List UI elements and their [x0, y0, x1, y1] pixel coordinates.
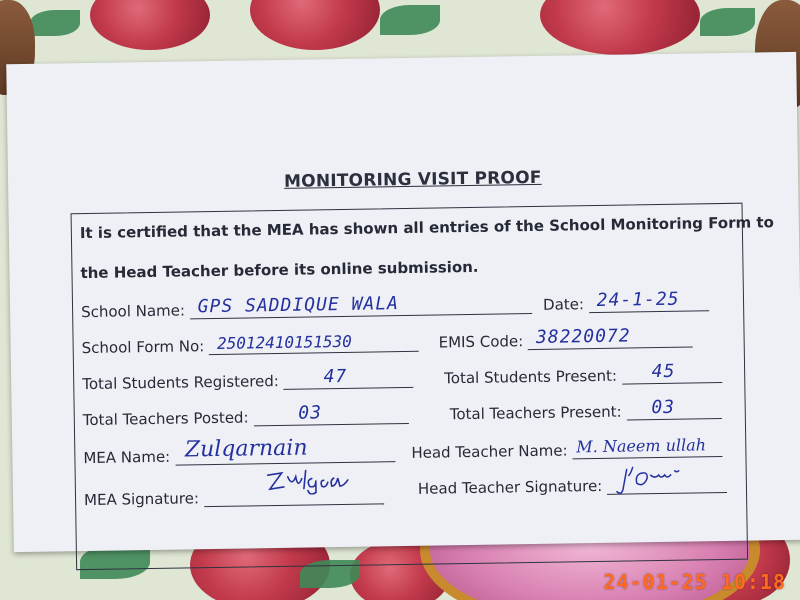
head-teacher-signature-field: [607, 474, 727, 495]
monitoring-form-paper: [6, 52, 800, 552]
date-value: 24-1-25: [596, 288, 680, 311]
certification-line-2: the Head Teacher before its online submission.: [80, 257, 479, 283]
teachers-posted-row: [82, 402, 409, 430]
school-name-field: [190, 295, 532, 319]
mea-name-field: [175, 435, 395, 465]
teachers-present-field: [626, 396, 721, 420]
teachers-present-label: Total Teachers Present:: [449, 402, 622, 424]
school-form-no-field: [209, 333, 419, 355]
teachers-present-row: [449, 396, 722, 424]
mea-name-label: MEA Name:: [83, 447, 171, 468]
head-teacher-name-field: [572, 435, 722, 459]
students-registered-row: [82, 365, 414, 394]
teachers-present-value: 03: [651, 396, 676, 419]
school-form-no-value: 25012410151530: [216, 331, 352, 353]
students-registered-label: Total Students Registered:: [82, 371, 280, 394]
head-teacher-signature-label: Head Teacher Signature:: [417, 476, 603, 498]
head-teacher-signature-mark: [613, 462, 704, 497]
mea-signature-field: [204, 485, 384, 507]
school-name-label: School Name:: [80, 301, 186, 322]
date-field: [589, 288, 709, 313]
mea-signature-mark: [263, 464, 353, 495]
head-teacher-name-value: M. Naeem ullah: [576, 435, 707, 457]
emis-code-field: [528, 325, 693, 350]
head-teacher-name-row: [411, 435, 722, 462]
date-row: [542, 288, 709, 314]
teachers-posted-label: Total Teachers Posted:: [82, 408, 249, 430]
students-present-row: [444, 360, 722, 388]
mea-signature-row: [84, 485, 384, 509]
teachers-posted-field: [253, 402, 408, 426]
teachers-posted-value: 03: [298, 402, 323, 424]
school-form-no-label: School Form No:: [81, 337, 205, 358]
students-present-field: [622, 360, 722, 385]
mea-name-value: Zulqarnain: [184, 435, 308, 463]
date-label: Date:: [542, 295, 585, 314]
students-registered-value: 47: [323, 365, 348, 388]
head-teacher-signature-row: [418, 474, 727, 498]
emis-code-label: EMIS Code:: [438, 332, 524, 352]
students-registered-field: [284, 365, 414, 390]
school-name-row: [81, 295, 532, 321]
emis-code-row: [438, 325, 693, 352]
mea-signature-label: MEA Signature:: [83, 489, 200, 510]
students-present-value: 45: [651, 360, 676, 383]
students-present-label: Total Students Present:: [444, 366, 618, 388]
certification-box: [71, 203, 774, 571]
head-teacher-name-label: Head Teacher Name:: [411, 441, 568, 462]
emis-code-value: 38220072: [535, 325, 631, 348]
camera-timestamp: 24-01-25 10:18: [603, 570, 786, 594]
form-title: MONITORING VISIT PROOF: [283, 167, 542, 192]
school-form-no-row: [82, 333, 420, 357]
school-name-value: GPS SADDIQUE WALA: [197, 293, 400, 318]
certification-line-1: It is certified that the MEA has shown all entries of the School Monitoring Form to: [79, 213, 774, 243]
